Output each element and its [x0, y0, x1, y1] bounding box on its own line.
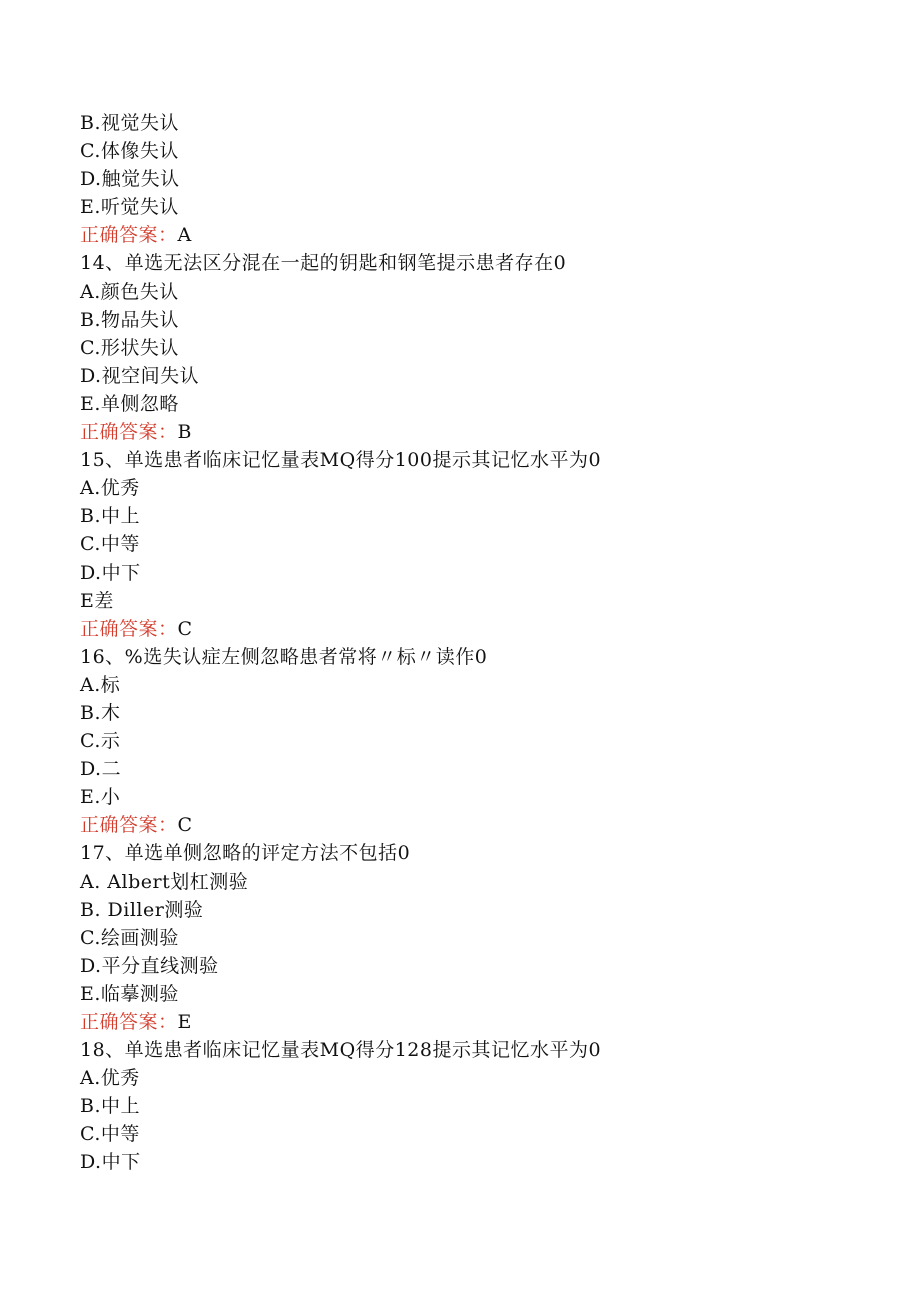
answer-option: B.视觉失认 — [80, 112, 180, 134]
answer-value: C — [177, 617, 193, 640]
answer-option: E差 — [80, 589, 114, 612]
answer-option: E.小 — [80, 786, 121, 809]
answer-label: 正确答案： — [80, 814, 178, 837]
answer-option: D.触觉失认 — [80, 168, 180, 191]
question-stem: 18、单选患者临床记忆量表MQ得分128提示其记忆水平为0 — [80, 1039, 602, 1062]
answer-label: 正确答案： — [80, 224, 178, 247]
answer-option: A.优秀 — [80, 477, 140, 500]
answer-line — [80, 1008, 880, 1036]
question-stem: 14、单选无法区分混在一起的钥匙和钢笔提示患者存在0 — [80, 252, 567, 275]
answer-value: A — [177, 224, 192, 247]
answer-option: E.单侧忽略 — [80, 392, 179, 415]
answer-option: C.中等 — [80, 1123, 140, 1146]
answer-label: 正确答案： — [80, 1011, 178, 1033]
answer-option: B.物品失认 — [80, 308, 180, 331]
question-list — [80, 109, 880, 1177]
question-stem: 17、单选单侧忽略的评定方法不包括0 — [80, 842, 411, 865]
answer-option: A.颜色失认 — [80, 280, 179, 303]
answer-option: D.视空间失认 — [80, 364, 200, 387]
answer-value: E — [177, 1011, 192, 1033]
answer-option: E.临摹测验 — [80, 982, 179, 1005]
answer-line — [80, 811, 880, 839]
answer-option: B.木 — [80, 701, 121, 724]
answer-option: A. Albert划杠测验 — [80, 870, 249, 893]
answer-option: C.中等 — [80, 533, 140, 556]
answer-option: D.中下 — [80, 1151, 141, 1174]
answer-option: B.中上 — [80, 505, 141, 528]
answer-option: D.二 — [80, 758, 122, 781]
answer-option: C.体像失认 — [80, 140, 179, 163]
question-stem: 15、单选患者临床记忆量表MQ得分100提示其记忆水平为0 — [80, 449, 602, 472]
answer-option: C.示 — [80, 730, 121, 753]
answer-option: D.平分直线测验 — [80, 954, 219, 977]
answer-label: 正确答案： — [80, 421, 178, 444]
answer-option: C.形状失认 — [80, 336, 179, 359]
question-stem: 16、%选失认症左侧忽略患者常将〃标〃读作0 — [80, 645, 488, 668]
answer-line — [80, 418, 880, 446]
answer-option: E.听觉失认 — [80, 196, 179, 219]
answer-label: 正确答案： — [80, 617, 178, 640]
answer-option: D.中下 — [80, 561, 141, 584]
answer-option: A.优秀 — [80, 1067, 140, 1090]
answer-line — [80, 615, 880, 643]
answer-option: A.标 — [80, 673, 121, 696]
answer-line — [80, 221, 880, 249]
answer-value: C — [177, 814, 193, 837]
answer-option: C.绘画测验 — [80, 926, 179, 949]
answer-option: B. Diller测验 — [80, 898, 204, 921]
answer-option: B.中上 — [80, 1095, 141, 1118]
answer-value: B — [177, 421, 192, 444]
